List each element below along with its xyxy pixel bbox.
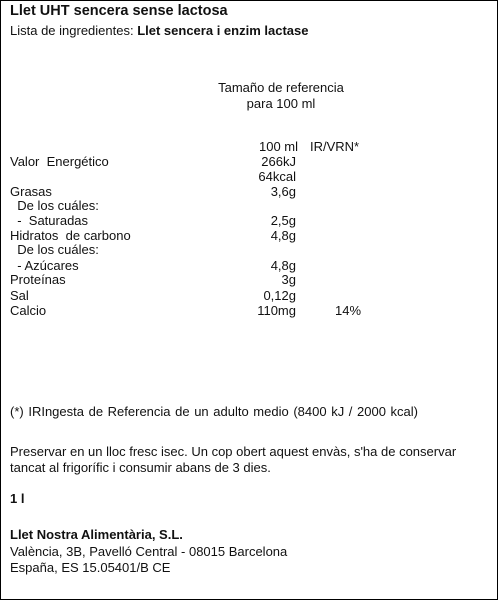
nutrient-value: 3g: [281, 272, 296, 287]
storage-line2: tancat al frigorífic i consumir abans de 3 dies.: [10, 460, 271, 475]
reference-size-line2: para 100 ml: [246, 96, 316, 111]
nutrient-value: 4,8g: [270, 228, 296, 243]
nutrient-value: 64kcal: [258, 169, 296, 184]
nutrient-label: Calcio: [10, 303, 47, 318]
nutrient-label: De los cuáles:: [10, 198, 99, 213]
nutrient-value: 266kJ: [261, 154, 296, 169]
nutrient-value: 3,6g: [270, 184, 296, 199]
nutrient-label: Sal: [10, 288, 29, 303]
storage-line1: Preservar en un lloc fresc isec. Un cop obert aquest envàs, s'ha de conservar: [10, 444, 457, 459]
nutrient-ir-percent: 14%: [335, 303, 362, 318]
nutrient-label: Valor Energético: [10, 154, 109, 169]
company-registry: España, ES 15.05401/B CE: [10, 560, 171, 575]
reference-size-line1: Tamaño de referencia: [218, 80, 344, 95]
footnote: (*) IRIngesta de Referencia de un adulto medio (8400 kJ / 2000 kcal): [10, 404, 419, 419]
product-title: Llet UHT sencera sense lactosa: [10, 3, 228, 19]
nutrient-label: - Saturadas: [10, 213, 89, 228]
volume: 1 l: [10, 491, 25, 506]
company-name: Llet Nostra Alimentària, S.L.: [10, 527, 183, 542]
ingredients-value: Llet sencera i enzim lactase: [137, 23, 309, 38]
nutrient-label: - Azúcares: [10, 258, 79, 273]
nutrient-value: 2,5g: [270, 213, 296, 228]
table-header-100ml: 100 ml: [259, 139, 299, 154]
nutrient-value: 0,12g: [263, 288, 296, 303]
company-address: València, 3B, Pavelló Central - 08015 Barcelona: [10, 544, 288, 559]
nutrient-value: 4,8g: [270, 258, 296, 273]
nutrient-label: Hidratos de carbono: [10, 228, 131, 243]
nutrient-label: Proteínas: [10, 272, 66, 287]
ingredients-line: [10, 23, 308, 38]
nutrient-value: 110mg: [257, 303, 296, 318]
table-header-ir: IR/VRN*: [310, 139, 360, 154]
nutrient-label: De los cuáles:: [10, 242, 99, 257]
nutrient-label: Grasas: [10, 184, 52, 199]
ingredients-label: Lista de ingredientes:: [10, 23, 138, 38]
